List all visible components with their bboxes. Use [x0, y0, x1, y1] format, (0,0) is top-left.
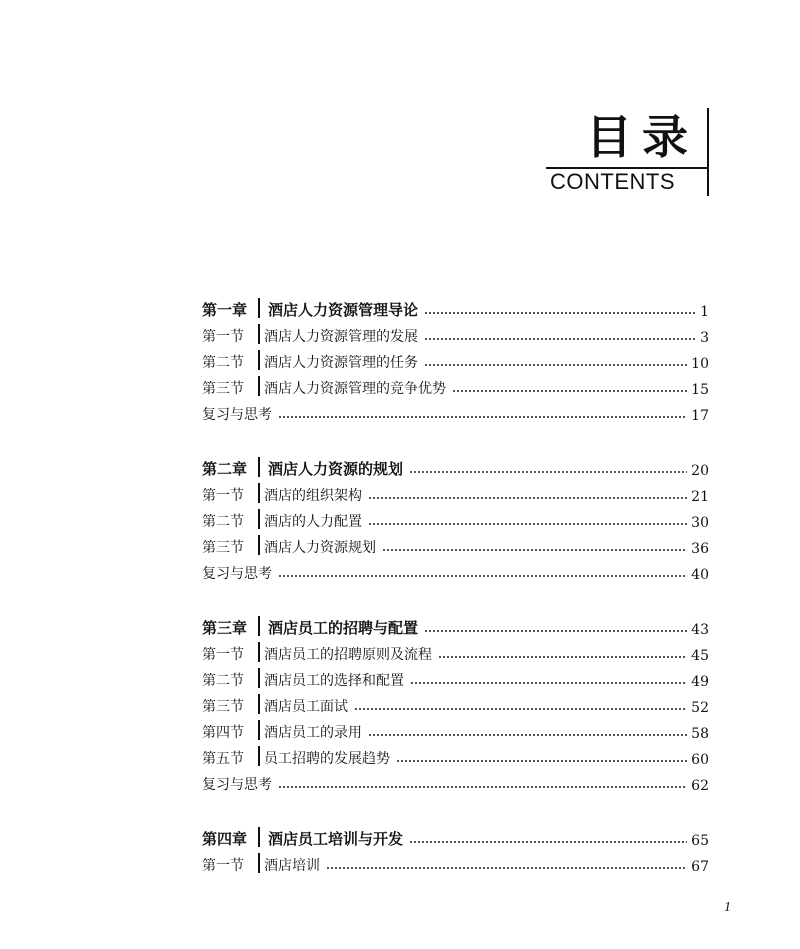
- section-page-number: 21: [691, 489, 709, 505]
- toc-header: [546, 108, 710, 196]
- section-number: 第一节: [202, 488, 244, 504]
- dot-leader: [410, 682, 687, 684]
- section-page-number: 3: [700, 330, 709, 346]
- section-title: 酒店人力资源管理的任务: [264, 355, 418, 371]
- section-number: 第三节: [202, 540, 244, 556]
- separator-bar: [258, 535, 260, 555]
- separator-bar: [258, 694, 260, 714]
- toc-chapter-row[interactable]: [202, 453, 709, 479]
- chapter-title: 酒店员工的招聘与配置: [268, 619, 419, 637]
- separator-bar: [258, 457, 260, 477]
- dot-leader: [424, 338, 696, 340]
- separator-bar: [258, 509, 260, 529]
- section-title: 酒店员工面试: [264, 699, 348, 715]
- dot-leader: [424, 364, 687, 366]
- section-title: 酒店员工的招聘原则及流程: [264, 647, 432, 663]
- toc-review-row[interactable]: [202, 557, 709, 583]
- page-title: 目录: [586, 110, 698, 164]
- separator-bar: [258, 827, 260, 847]
- review-page-number: 62: [691, 778, 709, 794]
- section-page-number: 30: [691, 515, 709, 531]
- section-page-number: 58: [691, 726, 709, 742]
- dot-leader: [368, 497, 687, 499]
- review-title: 复习与思考: [202, 407, 272, 423]
- section-page-number: 10: [691, 356, 709, 372]
- toc-review-row[interactable]: [202, 768, 709, 794]
- review-title: 复习与思考: [202, 566, 272, 582]
- dot-leader: [424, 630, 687, 632]
- header-vertical-rule: [707, 108, 709, 196]
- review-page-number: 17: [691, 408, 709, 424]
- separator-bar: [258, 298, 260, 318]
- page-number: 1: [724, 900, 731, 915]
- chapter-number: 第一章: [202, 301, 248, 319]
- dot-leader: [382, 549, 687, 551]
- section-page-number: 60: [691, 752, 709, 768]
- chapter-page-number: 20: [691, 463, 709, 479]
- toc-chapter-row[interactable]: [202, 823, 709, 849]
- section-number: 第三节: [202, 381, 244, 397]
- toc-section-row[interactable]: [202, 346, 709, 372]
- section-page-number: 52: [691, 700, 709, 716]
- section-number: 第四节: [202, 725, 244, 741]
- section-number: 第一节: [202, 858, 244, 874]
- chapter-number: 第四章: [202, 830, 248, 848]
- toc-chapter-row[interactable]: [202, 294, 709, 320]
- chapter-title: 酒店人力资源管理导论: [268, 301, 419, 319]
- toc-section-row[interactable]: [202, 505, 709, 531]
- dot-leader: [278, 786, 687, 788]
- section-number: 第一节: [202, 647, 244, 663]
- separator-bar: [258, 483, 260, 503]
- chapter-page-number: 65: [691, 833, 709, 849]
- section-page-number: 67: [691, 859, 709, 875]
- review-page-number: 40: [691, 567, 709, 583]
- separator-bar: [258, 324, 260, 344]
- section-title: 酒店员工的录用: [264, 725, 362, 741]
- separator-bar: [258, 616, 260, 636]
- section-title: 酒店人力资源管理的发展: [264, 329, 418, 345]
- section-page-number: 49: [691, 674, 709, 690]
- chapter-number: 第三章: [202, 619, 248, 637]
- section-title: 酒店人力资源管理的竞争优势: [264, 381, 446, 397]
- section-title: 酒店员工的选择和配置: [264, 673, 404, 689]
- section-title: 员工招聘的发展趋势: [264, 751, 390, 767]
- toc-section-row[interactable]: [202, 664, 709, 690]
- dot-leader: [278, 575, 687, 577]
- chapter-title: 酒店人力资源的规划: [268, 460, 404, 478]
- chapter-title: 酒店员工培训与开发: [268, 830, 404, 848]
- dot-leader: [438, 656, 687, 658]
- toc-section-row[interactable]: [202, 849, 709, 875]
- toc-section-row[interactable]: [202, 320, 709, 346]
- dot-leader: [354, 708, 687, 710]
- separator-bar: [258, 668, 260, 688]
- section-title: 酒店培训: [264, 858, 320, 874]
- toc-chapter-row[interactable]: [202, 612, 709, 638]
- section-page-number: 45: [691, 648, 709, 664]
- toc-chapter-group: [202, 453, 709, 583]
- separator-bar: [258, 376, 260, 396]
- toc-section-row[interactable]: [202, 690, 709, 716]
- dot-leader: [368, 523, 687, 525]
- dot-leader: [326, 867, 687, 869]
- separator-bar: [258, 853, 260, 873]
- dot-leader: [278, 416, 687, 418]
- separator-bar: [258, 746, 260, 766]
- section-page-number: 15: [691, 382, 709, 398]
- section-number: 第一节: [202, 329, 244, 345]
- toc-review-row[interactable]: [202, 398, 709, 424]
- section-page-number: 36: [691, 541, 709, 557]
- dot-leader: [368, 734, 687, 736]
- section-number: 第二节: [202, 673, 244, 689]
- review-title: 复习与思考: [202, 777, 272, 793]
- toc-section-row[interactable]: [202, 742, 709, 768]
- dot-leader: [424, 312, 696, 314]
- section-title: 酒店的组织架构: [264, 488, 362, 504]
- table-of-contents: [202, 294, 709, 904]
- section-number: 第二节: [202, 355, 244, 371]
- chapter-number: 第二章: [202, 460, 248, 478]
- separator-bar: [258, 642, 260, 662]
- dot-leader: [396, 760, 687, 762]
- section-number: 第五节: [202, 751, 244, 767]
- section-title: 酒店人力资源规划: [264, 540, 376, 556]
- toc-section-row[interactable]: [202, 372, 709, 398]
- toc-section-row[interactable]: [202, 638, 709, 664]
- toc-section-row[interactable]: [202, 531, 709, 557]
- section-title: 酒店的人力配置: [264, 514, 362, 530]
- chapter-page-number: 1: [700, 304, 709, 320]
- toc-chapter-group: [202, 823, 709, 875]
- toc-chapter-group: [202, 612, 709, 794]
- page-subtitle: CONTENTS: [550, 169, 675, 194]
- toc-chapter-group: [202, 294, 709, 424]
- toc-section-row[interactable]: [202, 479, 709, 505]
- section-number: 第二节: [202, 514, 244, 530]
- dot-leader: [452, 390, 687, 392]
- chapter-page-number: 43: [691, 622, 709, 638]
- toc-section-row[interactable]: [202, 716, 709, 742]
- separator-bar: [258, 350, 260, 370]
- dot-leader: [409, 841, 687, 843]
- separator-bar: [258, 720, 260, 740]
- section-number: 第三节: [202, 699, 244, 715]
- dot-leader: [409, 471, 687, 473]
